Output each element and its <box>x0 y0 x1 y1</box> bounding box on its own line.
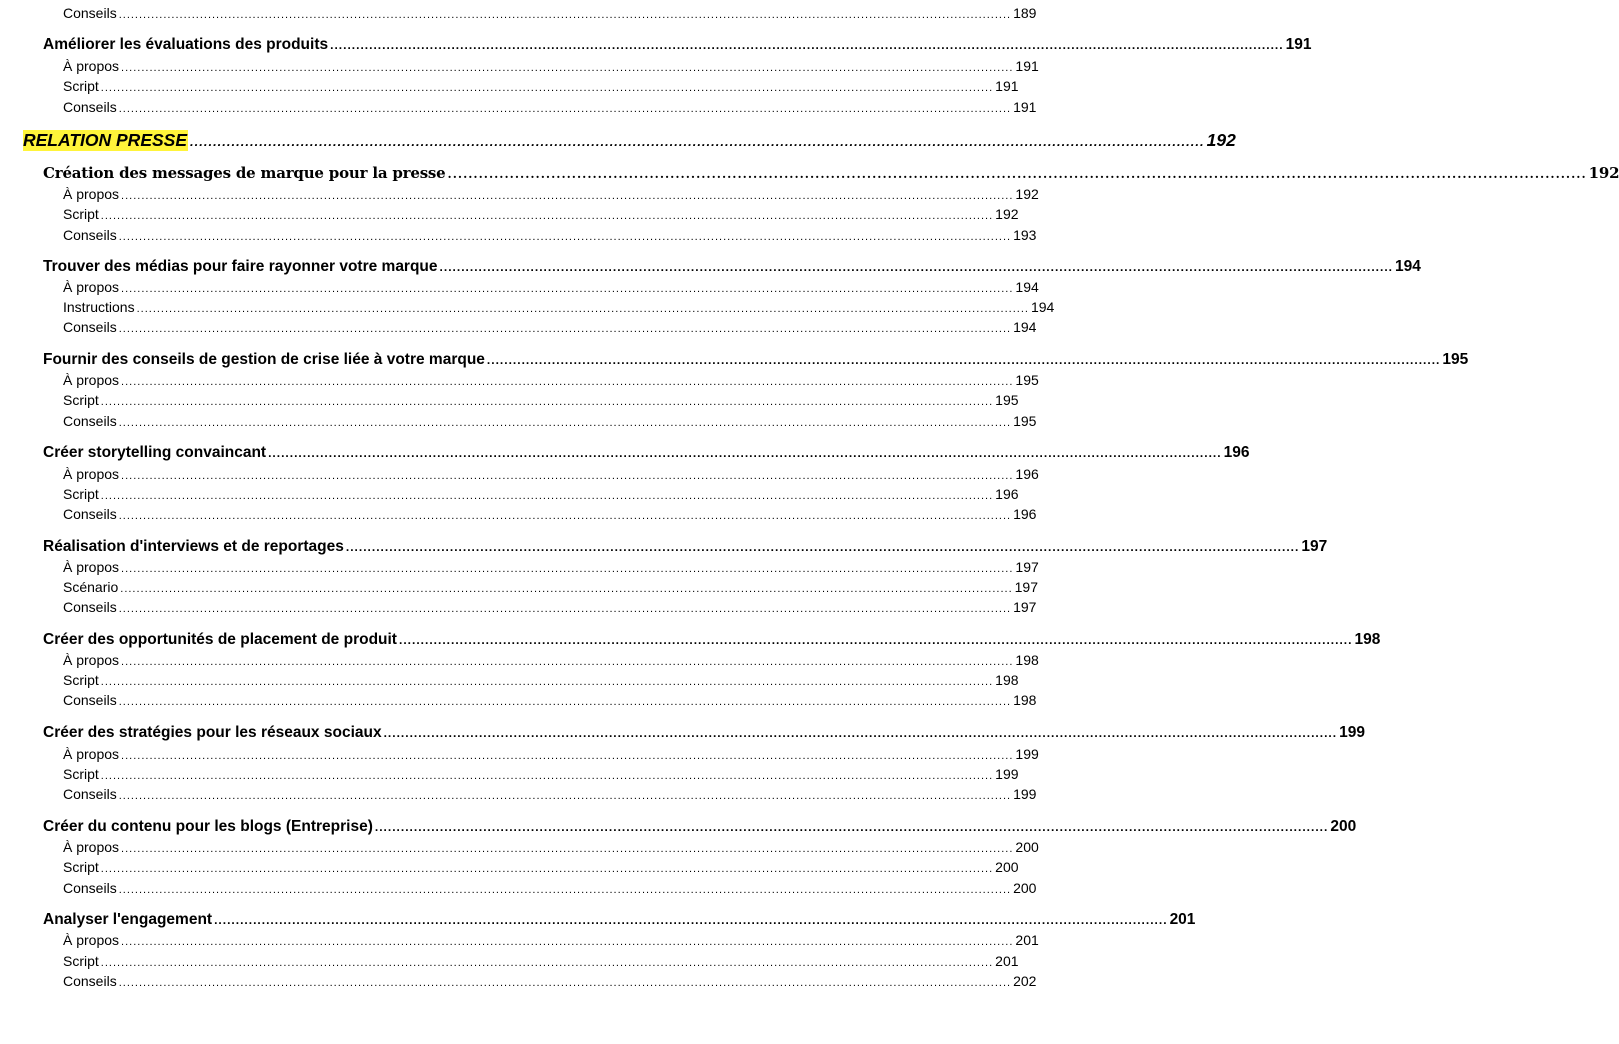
dot-leader: ............................................................................................................................................................................................................................ <box>447 167 1587 181</box>
dot-leader: ............................................................................................................................................................................................................................ <box>118 103 1012 115</box>
subsection-title: Script <box>63 206 99 222</box>
dot-leader: ............................................................................................................................................................................................................................ <box>121 843 1014 855</box>
section-title: Créer des opportunités de placement de produit <box>43 631 397 648</box>
page-number: 194 <box>1030 299 1055 315</box>
page-number: 200 <box>1015 839 1039 855</box>
page-number: 195 <box>1442 351 1469 368</box>
toc-entry-section[interactable] <box>43 258 1421 278</box>
part-title: RELATION PRESSE <box>23 130 188 150</box>
dot-leader: ............................................................................................................................................................................................................................ <box>100 490 994 502</box>
subsection-title: Conseils <box>63 413 117 429</box>
subsection-title: À propos <box>63 839 120 855</box>
page-number: 194 <box>1395 258 1421 275</box>
dot-leader: ............................................................................................................................................................................................................................ <box>486 353 1441 367</box>
section-title: Création des messages de marque pour la presse <box>43 164 446 182</box>
dot-leader: ............................................................................................................................................................................................................................ <box>118 977 1012 989</box>
dot-leader: ............................................................................................................................................................................................................................ <box>268 446 1222 460</box>
toc-entry-sub[interactable] <box>63 466 1039 484</box>
toc-entry-sub[interactable] <box>63 579 1038 597</box>
dot-leader: ............................................................................................................................................................................................................................ <box>383 726 1338 740</box>
subsection-title: Script <box>63 78 99 94</box>
toc-entry-sub[interactable] <box>63 973 1037 991</box>
dot-leader: ............................................................................................................................................................................................................................ <box>214 913 1168 927</box>
page-number: 191 <box>1015 58 1039 74</box>
subsection-title: Script <box>63 486 99 502</box>
subsection-title: Script <box>63 672 99 688</box>
dot-leader: ............................................................................................................................................................................................................................ <box>100 957 994 969</box>
dot-leader: ............................................................................................................................................................................................................................ <box>121 190 1014 202</box>
toc-entry-sub[interactable] <box>63 839 1039 857</box>
toc-entry-sub[interactable] <box>63 372 1039 390</box>
subsection-title: Conseils <box>63 99 117 115</box>
dot-leader: ............................................................................................................................................................................................................................ <box>118 510 1012 522</box>
dot-leader: ............................................................................................................................................................................................................................ <box>439 260 1394 274</box>
page-number: 198 <box>995 672 1019 688</box>
subsection-title: À propos <box>63 932 120 948</box>
dot-leader: ............................................................................................................................................................................................................................ <box>100 676 994 688</box>
dot-leader: ............................................................................................................................................................................................................................ <box>374 820 1329 834</box>
subsection-title: Scénario <box>63 579 119 595</box>
toc-entry-sub[interactable] <box>63 786 1037 804</box>
page-number: 199 <box>1015 746 1039 762</box>
toc-entry-sub[interactable] <box>63 672 1019 690</box>
subsection-title: À propos <box>63 559 120 575</box>
toc-entry-section[interactable] <box>43 631 1381 651</box>
page-number: 196 <box>1015 466 1039 482</box>
page-number: 192 <box>1015 186 1039 202</box>
page-number: 196 <box>1223 444 1250 461</box>
page-number: 200 <box>1330 818 1357 835</box>
toc-entry-section[interactable] <box>43 724 1365 744</box>
page-number: 200 <box>995 859 1019 875</box>
section-title: Réalisation d'interviews et de reportages <box>43 538 344 555</box>
subsection-title: À propos <box>63 652 120 668</box>
dot-leader: ............................................................................................................................................................................................................................ <box>121 376 1014 388</box>
toc-entry-sub[interactable] <box>63 227 1037 245</box>
section-title: Créer storytelling convaincant <box>43 444 267 461</box>
dot-leader: ............................................................................................................................................................................................................................ <box>345 540 1300 554</box>
page-number: 198 <box>1015 652 1039 668</box>
subsection-title: Instructions <box>63 299 135 315</box>
dot-leader: ............................................................................................................................................................................................................................ <box>118 417 1012 429</box>
toc-entry-sub[interactable] <box>63 880 1037 898</box>
page-number: 198 <box>1354 631 1381 648</box>
subsection-title: Conseils <box>63 786 117 802</box>
subsection-title: Script <box>63 859 99 875</box>
section-title: Trouver des médias pour faire rayonner votre marque <box>43 258 438 275</box>
subsection-title: Script <box>63 953 99 969</box>
page-number: 199 <box>1013 786 1037 802</box>
subsection-title: Conseils <box>63 692 117 708</box>
page-number: 197 <box>1301 538 1328 555</box>
subsection-title: À propos <box>63 466 120 482</box>
page-number: 191 <box>1013 99 1037 115</box>
page-number: 199 <box>995 766 1019 782</box>
page-number: 195 <box>995 392 1019 408</box>
dot-leader: ............................................................................................................................................................................................................................ <box>118 231 1012 243</box>
toc-entry-sub[interactable] <box>63 99 1037 117</box>
dot-leader: ............................................................................................................................................................................................................................ <box>121 470 1014 482</box>
page-number: 198 <box>1013 692 1037 708</box>
page-number: 196 <box>1013 506 1037 522</box>
page-number: 202 <box>1013 973 1037 989</box>
subsection-title: À propos <box>63 372 120 388</box>
subsection-title: À propos <box>63 58 120 74</box>
section-title: Analyser l'engagement <box>43 911 213 928</box>
toc-entry-part[interactable] <box>23 130 1236 152</box>
toc-entry-sub[interactable] <box>63 599 1037 617</box>
dot-leader: ............................................................................................................................................................................................................................ <box>136 303 1029 315</box>
page-number: 195 <box>1015 372 1039 388</box>
dot-leader: ............................................................................................................................................................................................................................ <box>121 656 1014 668</box>
page-number: 197 <box>1014 579 1038 595</box>
dot-leader: ............................................................................................................................................................................................................................ <box>100 210 994 222</box>
page-number: 200 <box>1013 880 1037 896</box>
toc-entry-sub[interactable] <box>63 5 1037 23</box>
page-number: 197 <box>1013 599 1037 615</box>
dot-leader: ............................................................................................................................................................................................................................ <box>118 790 1012 802</box>
toc-entry-section[interactable] <box>43 351 1469 371</box>
dot-leader: ............................................................................................................................................................................................................................ <box>121 283 1014 295</box>
toc-entry-sub[interactable] <box>63 206 1019 224</box>
dot-leader: ............................................................................................................................................................................................................................ <box>100 770 994 782</box>
page-number: 194 <box>1013 319 1037 335</box>
toc-entry-section[interactable] <box>43 538 1328 558</box>
dot-leader: ............................................................................................................................................................................................................................ <box>118 884 1012 896</box>
subsection-title: À propos <box>63 186 120 202</box>
dot-leader: ............................................................................................................................................................................................................................ <box>120 583 1013 595</box>
toc-entry-section[interactable] <box>43 818 1357 838</box>
subsection-title: Conseils <box>63 227 117 243</box>
subsection-title: Conseils <box>63 319 117 335</box>
page-number: 189 <box>1013 5 1037 21</box>
dot-leader: ............................................................................................................................................................................................................................ <box>100 82 994 94</box>
page-number: 194 <box>1015 279 1039 295</box>
toc-entry-section[interactable] <box>43 36 1312 56</box>
section-title: Créer du contenu pour les blogs (Entreprise) <box>43 818 373 835</box>
page-number: 191 <box>995 78 1019 94</box>
page-number: 192 <box>1206 130 1236 150</box>
subsection-title: Script <box>63 392 99 408</box>
page-number: 192 <box>1588 164 1619 182</box>
dot-leader: ............................................................................................................................................................................................................................ <box>121 936 1014 948</box>
subsection-title: Conseils <box>63 880 117 896</box>
section-title: Fournir des conseils de gestion de crise liée à votre marque <box>43 351 485 368</box>
toc-entry-sub[interactable] <box>63 186 1039 204</box>
dot-leader: ............................................................................................................................................................................................................................ <box>121 62 1014 74</box>
dot-leader: ............................................................................................................................................................................................................................ <box>121 750 1014 762</box>
toc-entry-sub[interactable] <box>63 506 1037 524</box>
page-number: 201 <box>1169 911 1196 928</box>
toc-entry-sub[interactable] <box>63 692 1037 710</box>
toc-entry-sub[interactable] <box>63 932 1039 950</box>
dot-leader: ............................................................................................................................................................................................................................ <box>330 38 1284 52</box>
subsection-title: Script <box>63 766 99 782</box>
dot-leader: ............................................................................................................................................................................................................................ <box>398 633 1353 647</box>
toc-entry-sub[interactable] <box>63 859 1019 877</box>
toc-entry-sub[interactable] <box>63 559 1039 577</box>
subsection-title: À propos <box>63 279 120 295</box>
toc-entry-sub[interactable] <box>63 486 1019 504</box>
toc-entry-sub[interactable] <box>63 766 1019 784</box>
toc-entry-sub[interactable] <box>63 58 1039 76</box>
subsection-title: À propos <box>63 746 120 762</box>
page-number: 197 <box>1015 559 1039 575</box>
subsection-title: Conseils <box>63 506 117 522</box>
toc-entry-sub[interactable] <box>63 279 1039 297</box>
page-number: 201 <box>1015 932 1039 948</box>
toc-entry-sub[interactable] <box>63 652 1039 670</box>
dot-leader: ............................................................................................................................................................................................................................ <box>121 563 1014 575</box>
page-number: 193 <box>1013 227 1037 243</box>
page-number: 201 <box>995 953 1019 969</box>
toc-entry-sub[interactable] <box>63 953 1019 971</box>
subsection-title: Conseils <box>63 973 117 989</box>
toc-entry-section[interactable] <box>43 444 1250 464</box>
dot-leader: ............................................................................................................................................................................................................................ <box>100 863 994 875</box>
toc-entry-sub[interactable] <box>63 746 1039 764</box>
toc-entry-sub[interactable] <box>63 319 1037 337</box>
page-number: 199 <box>1339 724 1365 741</box>
dot-leader: ............................................................................................................................................................................................................................ <box>118 9 1012 21</box>
dot-leader: ............................................................................................................................................................................................................................ <box>118 696 1012 708</box>
toc-entry-section[interactable] <box>43 911 1196 931</box>
subsection-title: Conseils <box>63 599 117 615</box>
page-number: 191 <box>1285 36 1312 53</box>
section-title: Améliorer les évaluations des produits <box>43 36 329 53</box>
page-number: 192 <box>995 206 1019 222</box>
toc-entry-sub[interactable] <box>63 392 1019 410</box>
toc-entry-sub[interactable] <box>63 413 1037 431</box>
dot-leader: ............................................................................................................................................................................................................................ <box>118 323 1012 335</box>
page-number: 195 <box>1013 413 1037 429</box>
subsection-title: Conseils <box>63 5 117 21</box>
section-title: Créer des stratégies pour les réseaux sociaux <box>43 724 382 741</box>
toc-entry-sub[interactable] <box>63 78 1019 96</box>
dot-leader: ............................................................................................................................................................................................................................ <box>118 603 1012 615</box>
dot-leader: ............................................................................................................................................................................................................................ <box>100 396 994 408</box>
toc-entry-section[interactable] <box>43 164 1619 184</box>
toc-entry-sub[interactable] <box>63 299 1055 317</box>
dot-leader: ............................................................................................................................................................................................................................ <box>190 134 1205 149</box>
page-number: 196 <box>995 486 1019 502</box>
